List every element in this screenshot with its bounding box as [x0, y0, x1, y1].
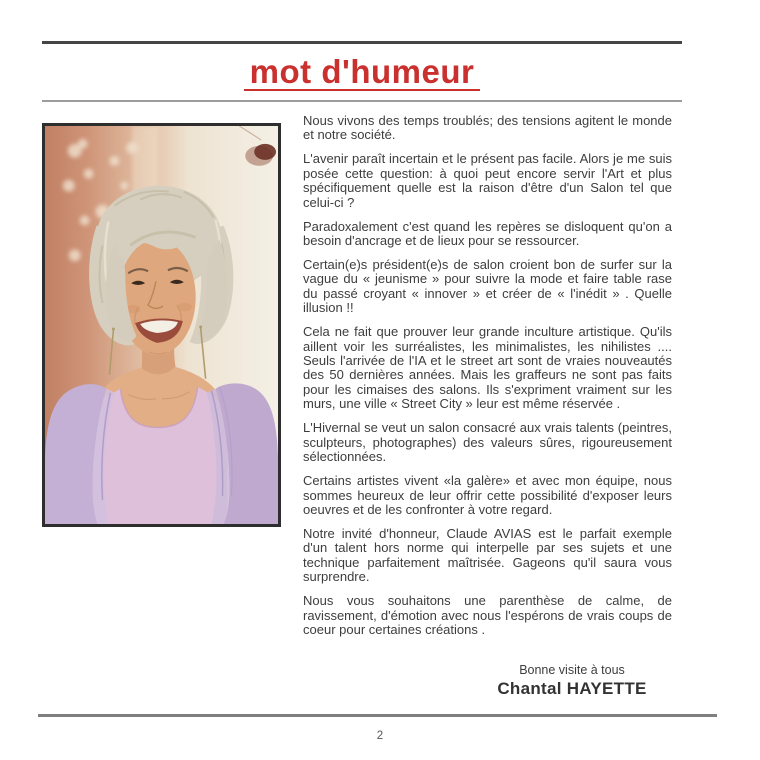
article-paragraph: Nous vous souhaitons une parenthèse de calme, de ravissement, d'émotion avec nous l'espérons de vrais coups de coeur pour certaines créations .	[303, 593, 672, 637]
portrait-illustration	[45, 126, 278, 524]
article-text	[303, 114, 672, 647]
page-title: mot d'humeur	[244, 55, 481, 91]
article-paragraph: Nous vivons des temps troublés; des tensions agitent le monde et notre société.	[303, 113, 672, 143]
closing-line: Bonne visite à tous	[519, 663, 625, 677]
top-rule	[42, 41, 682, 44]
signature-block	[437, 663, 707, 699]
article-paragraph: L'Hivernal se veut un salon consacré aux vrais talents (peintres, sculpteurs, photographes) des valeurs sûres, rigoureusement sélectionnées.	[303, 420, 672, 465]
article-paragraph: Certain(e)s président(e)s de salon croient bon de surfer sur la vague du « jeunisme » pour suivre la mode et faire table rase du passé croyant « innover » et créer de « l'inédit » . Quelle illusion !!	[303, 257, 672, 316]
title-wrap	[42, 55, 682, 91]
article-paragraph: L'avenir paraît incertain et le présent pas facile. Alors je me suis posée cette question: à quoi peut encore servir l'Art et plus spécifiquement quelle est la raison d'être d'un Salon tel que celui-ci ?	[303, 151, 672, 210]
bottom-rule	[38, 714, 717, 717]
signature-name: Chantal HAYETTE	[497, 679, 647, 698]
article-paragraph: Cela ne fait que prouver leur grande inculture artistique. Qu'ils aillent voir les surréalistes, les minimalistes, les nihilistes .... Seuls l'arrivée de l'IA et le street art sont de vraies nouveautés des 50 dernières années. Mais les graffeurs ne sont pas faits pour les cimaises des salons. Ils s'expriment vraiment sur les murs, une ville « Street City » leur est même réservée .	[303, 324, 672, 412]
header-divider-rule	[42, 100, 682, 102]
page-number: 2	[376, 730, 384, 742]
article-paragraph: Paradoxalement c'est quand les repères se disloquent qu'on a besoin d'ancrage et de lieux pour se ressourcer.	[303, 218, 672, 249]
article-paragraph: Notre invité d'honneur, Claude AVIAS est le parfait exemple d'un talent hors norme qui interpelle par ses sujets et une technique parfaitement maîtrisée. Gageons qu'il saura vous surprendre.	[303, 525, 672, 585]
portrait-photo	[42, 123, 281, 527]
article-paragraph: Certains artistes vivent «la galère» et avec mon équipe, nous sommes heureux de leur offrir cette possibilité d'exposer leurs oeuvres et de les confronter à votre regard.	[303, 473, 672, 517]
